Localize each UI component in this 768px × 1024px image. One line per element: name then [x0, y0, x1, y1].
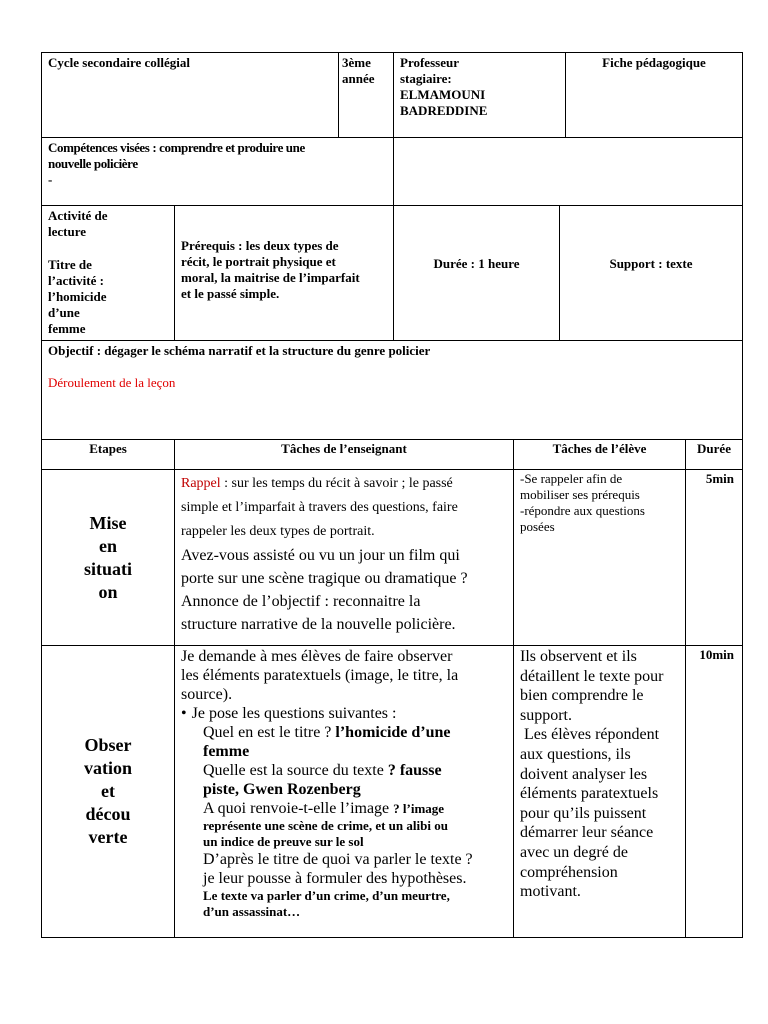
competences-line: nouvelle policière [48, 156, 138, 171]
student-line: posées [520, 519, 555, 534]
answer-text: l’homicide d’une [335, 724, 451, 741]
stage-mise-en-situation [42, 470, 175, 646]
stage-line: décou [85, 804, 131, 824]
year-line: année [342, 71, 375, 86]
col-header-label: Durée [697, 441, 731, 456]
prereq-line: et le passé simple. [181, 286, 280, 301]
empty-cell [394, 138, 743, 206]
question-source: Quelle est la source du texte ? fausse [203, 762, 442, 779]
question-image: A quoi renvoie-t-elle l’image ? l’image [203, 800, 445, 817]
question-line: porte sur une scène tragique ou dramatique ? [181, 570, 468, 587]
teacher-line: • Je pose les questions suivantes : [181, 704, 511, 723]
answer-text: d’un assassinat… [203, 904, 301, 919]
teacher-tasks-mise [175, 470, 514, 646]
question-title: Quel en est le titre ? l’homicide d’une [203, 724, 451, 741]
stage-line: Mise [89, 512, 127, 533]
activity-line: d’une [48, 305, 80, 320]
competences-table [41, 137, 743, 206]
answer-text: représente une scène de crime, et un alibi ou [203, 818, 448, 833]
duration-mise [686, 470, 743, 646]
answer-text: piste, Gwen Rozenberg [203, 781, 361, 798]
activity-line: femme [48, 321, 86, 336]
rappel-label: Rappel [181, 476, 221, 491]
student-line: Ils observent et ils [520, 648, 637, 665]
question-theme: je leur pousse à formuler des hypothèses. [203, 870, 467, 887]
competences-cell [42, 138, 394, 206]
deroulement-title: Déroulement de la leçon [48, 375, 176, 390]
objective-line: Annonce de l’objectif : reconnaitre la [181, 593, 421, 610]
support-cell [560, 206, 743, 341]
prereq-cell [175, 206, 394, 341]
answer-text: Le texte va parler d’un crime, d’un meurtre, [203, 888, 450, 903]
student-line: compréhension [520, 863, 618, 881]
student-line: -Se rappeler afin de [520, 471, 623, 486]
student-tasks-mise [514, 470, 686, 646]
col-header-duree [686, 440, 743, 470]
rappel-line: simple et l’imparfait à travers des questions, faire [181, 500, 458, 515]
support-text: Support : texte [609, 256, 693, 271]
activity-line: l’homicide [48, 289, 107, 304]
student-line: détaillent le texte pour [520, 667, 664, 685]
duration-cell [394, 206, 560, 341]
activity-line: Titre de [48, 257, 92, 272]
duration-value: 10min [699, 647, 735, 662]
professor-cell [394, 53, 566, 138]
objectif-text: Objectif : dégager le schéma narratif et la structure du genre policier [48, 343, 431, 358]
cycle-text: Cycle secondaire collégial [48, 55, 191, 70]
col-header-label: Tâches de l’enseignant [281, 441, 407, 456]
rappel-line: Rappel : sur les temps du récit à savoir ; le passé [181, 476, 453, 491]
student-line: éléments paratextuels [520, 785, 659, 803]
question-line: Avez-vous assisté ou vu un jour un film qui [181, 547, 460, 564]
col-header-eleve [514, 440, 686, 470]
prereq-line: récit, le portrait physique et [181, 254, 336, 269]
stage-line: vation [83, 758, 132, 778]
prereq-line: moral, la maitrise de l’imparfait [181, 270, 360, 285]
student-line: doivent analyser les [520, 765, 648, 783]
activity-cell [42, 206, 175, 341]
stage-observation-decouverte [42, 646, 175, 938]
student-line: démarrer leur séance [520, 824, 654, 842]
student-line: -répondre aux questions [520, 503, 645, 518]
teacher-line: source). [181, 686, 233, 703]
year-line: 3ème [342, 55, 371, 70]
col-header-label: Tâches de l’élève [552, 441, 647, 456]
header-table [41, 52, 743, 138]
year-cell [339, 53, 394, 138]
stage-line: situati [83, 558, 132, 579]
stage-line: en [99, 535, 117, 556]
lesson-table [41, 340, 743, 938]
duration-value: 5min [705, 471, 735, 486]
col-header-etapes [42, 440, 175, 470]
activity-table [41, 205, 743, 341]
student-line: aux questions, ils [520, 745, 631, 763]
answer-text: un indice de preuve sur le sol [203, 834, 364, 849]
question-theme: D’après le titre de quoi va parler le texte ? [203, 851, 473, 868]
duration-observation [686, 646, 743, 938]
competences-line: - [48, 172, 52, 187]
student-line: motivant. [520, 883, 581, 901]
student-line: avec un degré de [520, 843, 628, 861]
stage-line: on [98, 581, 118, 602]
answer-text: ? l’image [393, 801, 445, 816]
prereq-line: Prérequis : les deux types de [181, 238, 339, 253]
duration-text: Durée : 1 heure [433, 256, 520, 271]
professor-line: ELMAMOUNI [400, 87, 486, 102]
cycle-cell [42, 53, 339, 138]
activity-line: l’activité : [48, 273, 104, 288]
teacher-line: les éléments paratextuels (image, le titre, la [181, 667, 459, 684]
objective-line: structure narrative de la nouvelle policière. [181, 616, 456, 633]
rappel-line: rappeler les deux types de portrait. [181, 524, 375, 539]
teacher-tasks-observation [175, 646, 514, 938]
professor-line: BADREDDINE [400, 103, 488, 118]
teacher-line: Je demande à mes élèves de faire observer [181, 648, 453, 665]
student-line: Les élèves répondent [520, 726, 660, 744]
student-tasks-observation [514, 646, 686, 938]
answer-text: femme [203, 743, 250, 760]
answer-text: ? fausse [387, 762, 442, 779]
fiche-cell [566, 53, 743, 138]
student-line: pour qu’ils puissent [520, 804, 647, 822]
stage-line: Obser [84, 735, 132, 755]
activity-line: lecture [48, 224, 87, 239]
activity-line: Activité de [48, 208, 108, 223]
objectif-cell [42, 341, 743, 440]
student-line: mobiliser ses prérequis [520, 487, 640, 502]
professor-line: stagiaire: [400, 71, 452, 86]
stage-line: verte [88, 827, 128, 847]
professor-line: Professeur [400, 55, 459, 70]
student-line: bien comprendre le [520, 687, 644, 705]
col-header-enseignant [175, 440, 514, 470]
stage-line: et [101, 781, 115, 801]
fiche-title: Fiche pédagogique [602, 55, 706, 70]
col-header-label: Etapes [89, 441, 127, 456]
student-line: support. [520, 706, 572, 724]
competences-line: Compétences visées : comprendre et produire une [48, 140, 305, 155]
